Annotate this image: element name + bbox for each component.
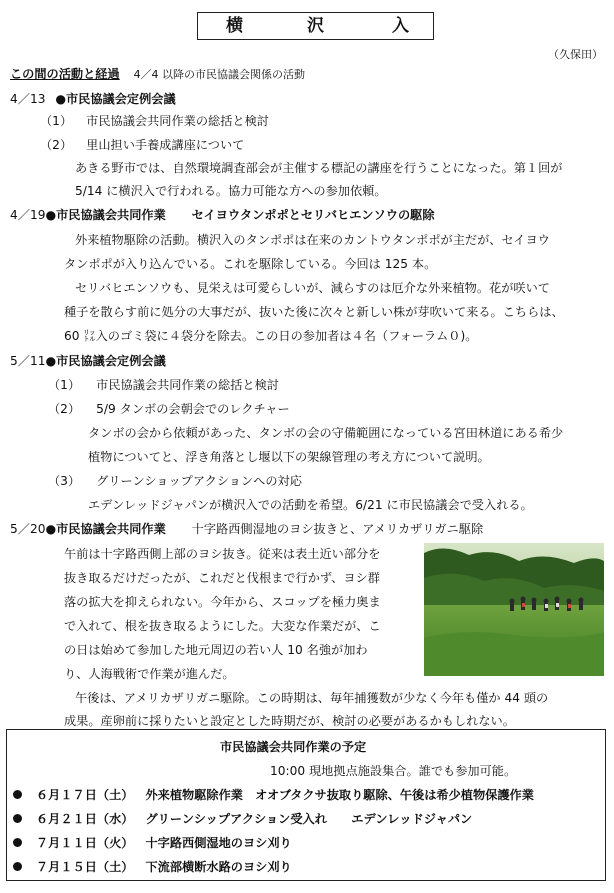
section-4-heading: ●市民協議会共同作業 [45,522,166,536]
item-text: 市民協議会共同作業の総括と検討 [86,114,269,128]
section-2-p2-l1: セリバヒエンソウも、見栄えは可愛らしいが、減らすのは厄介な外来植物。花が咲いて [75,281,550,295]
section-3-heading: ●市民協議会定例会議 [45,354,166,368]
schedule-box [6,729,606,881]
section-3-item-2 [48,400,290,417]
wetland-work-photo [424,543,604,676]
section-4-p2-l2: 成果。産卵前に採りたいと設定とした時期だが、検討の必要があるかもしれない。 [64,714,515,728]
intro-subtitle: 4／4 以降の市民協議会関係の活動 [133,68,306,81]
section-4-header [10,520,483,537]
bullet-icon [13,862,22,871]
schedule-item [13,858,292,875]
schedule-text: グリーンシップアクション受入れ エデンレッドジャパン [145,812,473,826]
section-1-header [10,90,176,107]
schedule-text: 十字路西側湿地のヨシ刈り [145,836,292,850]
section-3-header [10,352,166,369]
section-4-p1-line: り、人海戦術で作業が進んだ。 [64,667,235,681]
section-2-p2-l3: 60 ㍑入のゴミ袋に４袋分を除去。この日の参加者は４名（フォーラム０)。 [64,329,478,343]
author: （久保田） [548,48,603,61]
section-4-subheading: 十字路西側湿地のヨシ抜きと、アメリカザリガニ駆除 [191,522,484,536]
item-text: グリーンショップアクションへの対応 [96,474,302,488]
schedule-item [13,834,292,851]
section-1-body-2: 5/14 に横沢入で行われる。協力可能な方への参加依頼。 [75,184,387,198]
section-3-body-1: タンボの会から依頼があった、タンボの会の守備範囲になっている宮田林道にある希少 [88,426,564,440]
section-1-item-2 [40,136,244,153]
page-title-box [197,12,434,40]
title-char-2: 沢 [307,16,324,36]
schedule-text: 下流部横断水路のヨシ刈り [145,860,292,874]
section-3-item-1 [48,376,279,393]
section-3-item-3 [48,472,302,489]
item-number: （1） [40,114,73,128]
item-number: （3） [48,474,81,488]
section-4-p1-line: 落の拡大を抑えられない。今年から、スコップを極力奥ま [64,595,381,609]
section-1-heading: ●市民協議会定例会議 [55,92,176,106]
section-4-date: 5／20 [10,522,46,536]
section-4-p1-line: 抜き取るだけだったが、これだと伐根まで行かず、ヨシ群 [64,571,380,585]
section-2-p1-l2: タンポポが入り込んでいる。これを駆除している。今回は 125 本。 [64,257,437,271]
item-text: 市民協議会共同作業の総括と検討 [96,378,279,392]
section-2-date: 4／19 [10,208,46,222]
section-4-p2-l1: 午後は、アメリカザリガニ駆除。この時期は、毎年捕獲数が少なく今年も僅か 44 頭の [75,691,549,705]
schedule-date: ６月１７日（土） [36,788,134,802]
schedule-date: ７月１１日（火） [36,836,134,850]
schedule-text: 外来植物駆除作業 オオブタクサ抜取り駆除、午後は希少植物保護作業 [145,788,534,802]
schedule-date: ７月１５日（土） [36,860,134,874]
item-number: （2） [48,402,81,416]
schedule-title: 市民協議会共同作業の予定 [220,740,367,754]
section-3-date: 5／11 [10,354,46,368]
bullet-icon [13,790,22,799]
bullet-icon [13,814,22,823]
section-1-body-1: あきる野市では、自然環境調査部会が主催する標記の講座を行うことになった。第１回が [75,161,563,175]
section-2-subheading: セイヨウタンポポとセリバヒエンソウの駆除 [191,208,435,222]
item-number: （1） [48,378,81,392]
schedule-note: 10:00 現地拠点施設集合。誰でも参加可能。 [270,764,517,778]
schedule-item [13,810,472,827]
section-3-body-3: エデンレッドジャパンが横沢入での活動を希望。6/21 に市民協議会で受入れる。 [88,498,533,512]
schedule-item [13,786,534,803]
section-4-p1-line: で入れて、根を抜き取るようにした。大変な作業だが、こ [64,619,381,633]
intro-heading: この間の活動と経過 [10,67,120,81]
item-text: 里山担い手養成講座について [86,138,245,152]
intro-line [10,65,305,82]
item-text: 5/9 タンボの会朝会でのレクチャー [96,402,290,416]
title-char-1: 横 [226,16,243,36]
bullet-icon [13,838,22,847]
section-4-p1-line: の日は始めて参加した地元周辺の若い人 10 名強が加わ [64,643,368,657]
section-2-p2-l2: 種子を散らす前に処分の大事だが、抜いた後に次々と新しい株が芽吹いて来る。こちらは、 [64,305,564,319]
schedule-date: ６月２１日（水） [36,812,134,826]
section-1-item-1 [40,112,269,129]
section-1-date: 4／13 [10,92,46,106]
item-number: （2） [40,138,73,152]
section-4-p1-line: 午前は十字路西側上部のヨシ抜き。従来は表土近い部分を [64,547,381,561]
section-2-p1-l1: 外来植物駆除の活動。横沢入のタンポポは在来のカントウタンポポが主だが、セイヨウ [75,233,550,247]
title-char-3: 入 [392,16,409,36]
section-2-heading: ●市民協議会共同作業 [45,208,166,222]
section-2-header [10,206,435,223]
section-3-body-2: 植物についてと、浮き角落とし堰以下の架線管理の考え方について説明。 [88,450,490,464]
